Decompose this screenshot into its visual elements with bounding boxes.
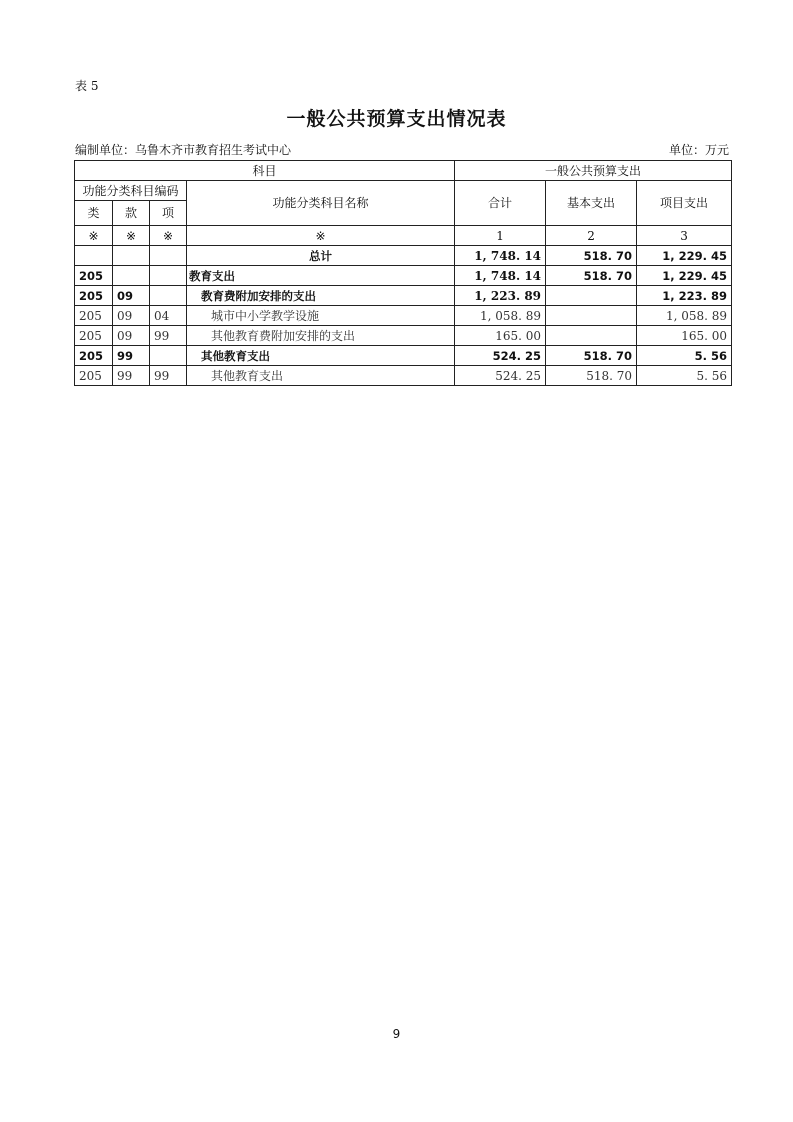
cell-lei: 205 bbox=[75, 346, 113, 366]
marker-project: 3 bbox=[637, 226, 732, 246]
cell-basic: 518. 70 bbox=[546, 266, 637, 286]
cell-project: 165. 00 bbox=[637, 326, 732, 346]
table-row bbox=[75, 366, 732, 386]
table-row bbox=[75, 266, 732, 286]
header-budget-group: 一般公共预算支出 bbox=[455, 161, 732, 181]
cell-total: 165. 00 bbox=[455, 326, 546, 346]
cell-basic bbox=[546, 306, 637, 326]
cell-xiang bbox=[150, 346, 187, 366]
header-kuan: 款 bbox=[113, 201, 150, 226]
cell-lei: 205 bbox=[75, 366, 113, 386]
cell-name: 城市中小学教学设施 bbox=[187, 306, 455, 326]
marker-lei: ※ bbox=[75, 226, 113, 246]
cell-kuan: 09 bbox=[113, 326, 150, 346]
header-code-group: 功能分类科目编码 bbox=[75, 181, 187, 201]
table-row-grand-total bbox=[75, 246, 732, 266]
cell-lei: 205 bbox=[75, 306, 113, 326]
marker-total: 1 bbox=[455, 226, 546, 246]
cell-kuan bbox=[113, 266, 150, 286]
cell-name: 总计 bbox=[187, 246, 455, 266]
marker-row bbox=[75, 226, 732, 246]
cell-total: 1, 223. 89 bbox=[455, 286, 546, 306]
cell-basic: 518. 70 bbox=[546, 246, 637, 266]
cell-kuan: 99 bbox=[113, 346, 150, 366]
cell-lei: 205 bbox=[75, 326, 113, 346]
cell-kuan: 09 bbox=[113, 306, 150, 326]
table-row bbox=[75, 326, 732, 346]
cell-basic: 518. 70 bbox=[546, 346, 637, 366]
cell-total: 1, 748. 14 bbox=[455, 266, 546, 286]
header-lei: 类 bbox=[75, 201, 113, 226]
cell-xiang: 99 bbox=[150, 366, 187, 386]
compiling-unit: 编制单位：乌鲁木齐市教育招生考试中心 bbox=[75, 143, 292, 157]
marker-basic: 2 bbox=[546, 226, 637, 246]
cell-name: 其他教育支出 bbox=[187, 366, 455, 386]
cell-xiang: 99 bbox=[150, 326, 187, 346]
cell-project: 1, 058. 89 bbox=[637, 306, 732, 326]
cell-name: 其他教育费附加安排的支出 bbox=[187, 326, 455, 346]
marker-xiang: ※ bbox=[150, 226, 187, 246]
cell-project: 1, 229. 45 bbox=[637, 266, 732, 286]
header-total: 合计 bbox=[455, 181, 546, 226]
header-row-1 bbox=[75, 161, 732, 181]
header-row-2 bbox=[75, 181, 732, 201]
cell-project: 5. 56 bbox=[637, 346, 732, 366]
table-number-label: 表 5 bbox=[75, 79, 99, 93]
cell-project: 1, 229. 45 bbox=[637, 246, 732, 266]
cell-total: 1, 058. 89 bbox=[455, 306, 546, 326]
cell-basic: 518. 70 bbox=[546, 366, 637, 386]
cell-basic bbox=[546, 286, 637, 306]
cell-xiang bbox=[150, 286, 187, 306]
marker-name: ※ bbox=[187, 226, 455, 246]
header-project: 项目支出 bbox=[637, 181, 732, 226]
cell-kuan: 09 bbox=[113, 286, 150, 306]
table-row bbox=[75, 286, 732, 306]
cell-xiang bbox=[150, 246, 187, 266]
cell-kuan: 99 bbox=[113, 366, 150, 386]
marker-kuan: ※ bbox=[113, 226, 150, 246]
cell-basic bbox=[546, 326, 637, 346]
header-subject-name: 功能分类科目名称 bbox=[187, 181, 455, 226]
cell-xiang: 04 bbox=[150, 306, 187, 326]
page-number: 9 bbox=[392, 1027, 401, 1041]
cell-name: 教育费附加安排的支出 bbox=[187, 286, 455, 306]
currency-unit: 单位：万元 bbox=[668, 143, 729, 157]
document-title: 一般公共预算支出情况表 bbox=[286, 108, 507, 130]
table-row bbox=[75, 346, 732, 366]
cell-project: 5. 56 bbox=[637, 366, 732, 386]
table-row bbox=[75, 306, 732, 326]
budget-expenditure-table bbox=[74, 160, 732, 386]
header-xiang: 项 bbox=[150, 201, 187, 226]
cell-project: 1, 223. 89 bbox=[637, 286, 732, 306]
cell-xiang bbox=[150, 266, 187, 286]
cell-name: 其他教育支出 bbox=[187, 346, 455, 366]
cell-kuan bbox=[113, 246, 150, 266]
cell-total: 524. 25 bbox=[455, 366, 546, 386]
cell-lei: 205 bbox=[75, 266, 113, 286]
cell-lei: 205 bbox=[75, 286, 113, 306]
cell-name: 教育支出 bbox=[187, 266, 455, 286]
cell-total: 1, 748. 14 bbox=[455, 246, 546, 266]
cell-total: 524. 25 bbox=[455, 346, 546, 366]
cell-lei bbox=[75, 246, 113, 266]
header-subject: 科目 bbox=[75, 161, 455, 181]
header-basic: 基本支出 bbox=[546, 181, 637, 226]
